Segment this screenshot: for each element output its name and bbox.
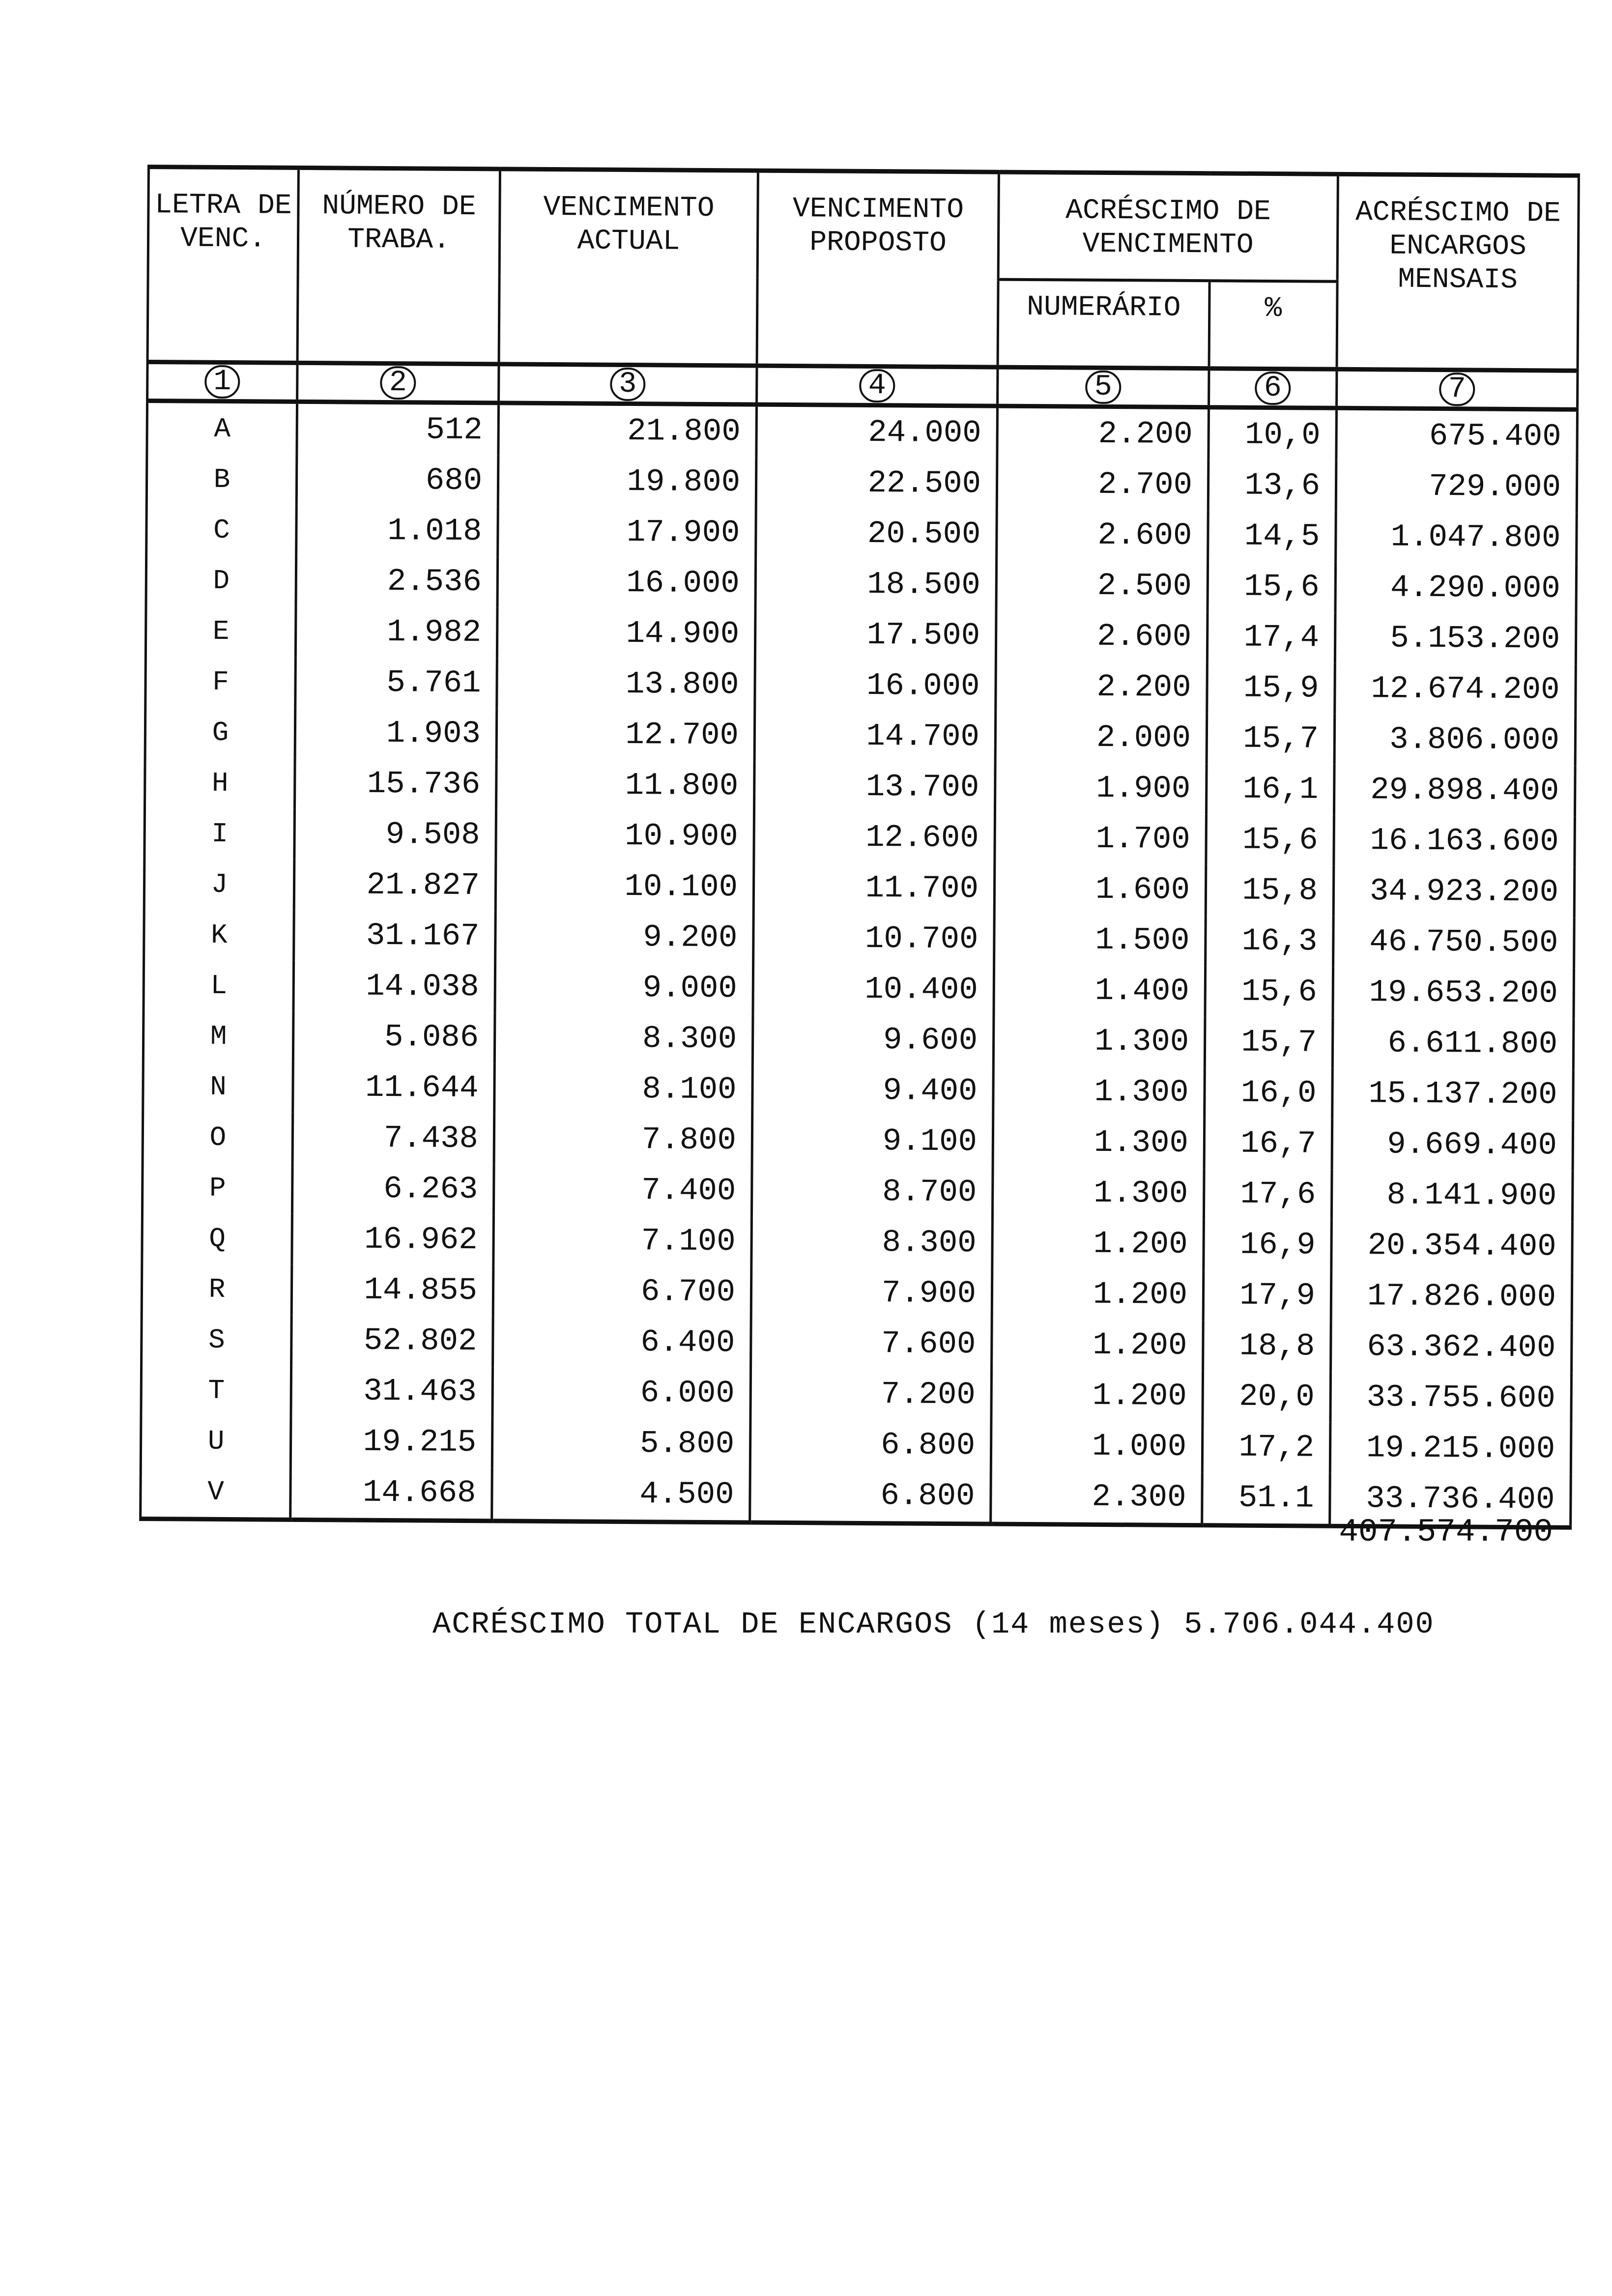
cell-increase-percent: 15,7: [1207, 713, 1335, 765]
cell-salary-current: 14.900: [497, 607, 755, 660]
cell-monthly-charges: 20.354.400: [1331, 1220, 1573, 1272]
cell-salary-current: 7.100: [493, 1215, 752, 1267]
cell-salary-proposed: 6.800: [750, 1419, 991, 1471]
cell-increase-percent: 17,2: [1202, 1422, 1330, 1473]
cell-monthly-charges: 16.163.600: [1334, 815, 1575, 867]
cell-increase-percent: 15,6: [1205, 966, 1333, 1018]
cell-monthly-charges: 33.755.600: [1330, 1372, 1572, 1424]
cell-monthly-charges: 63.362.400: [1331, 1321, 1572, 1374]
table-row: [145, 605, 1576, 665]
cell-letter: C: [146, 504, 297, 556]
cell-salary-current: 6.000: [492, 1367, 751, 1419]
table-row: [144, 808, 1575, 867]
cell-workers: 21.827: [294, 860, 496, 912]
cell-increase-percent: 51.1: [1202, 1472, 1330, 1526]
cell-letter: I: [144, 808, 295, 860]
cell-increase-amount: 1.200: [992, 1320, 1204, 1372]
column-number-label: 7: [1439, 373, 1475, 406]
cell-letter: V: [141, 1466, 291, 1520]
cell-increase-amount: 1.200: [991, 1370, 1203, 1422]
cell-salary-proposed: 20.500: [756, 508, 997, 560]
footer-total-line: [432, 1607, 1435, 1642]
cell-increase-amount: 2.600: [997, 510, 1209, 562]
table-row: [143, 1061, 1574, 1120]
cell-monthly-charges: 3.806.000: [1334, 714, 1576, 766]
cell-letter: L: [144, 960, 294, 1011]
cell-monthly-charges: 9.669.400: [1332, 1119, 1573, 1171]
cell-salary-current: 8.100: [494, 1063, 753, 1115]
header-encargos: ACRÉSCIMO DE ENCARGOS MENSAIS: [1337, 174, 1579, 371]
cell-workers: 5.086: [293, 1011, 495, 1063]
salary-table: [139, 165, 1580, 1530]
cell-salary-proposed: 9.400: [752, 1065, 994, 1117]
cell-monthly-charges: 33.736.400: [1330, 1473, 1571, 1527]
cell-workers: 14.038: [293, 961, 495, 1013]
cell-increase-percent: 15,7: [1205, 1017, 1333, 1068]
header-actual: VENCIMENTO ACTUAL: [499, 169, 758, 366]
cell-increase-amount: 2.200: [997, 406, 1209, 460]
cell-salary-current: 12.700: [496, 709, 755, 761]
cell-letter: Q: [142, 1213, 292, 1264]
cell-increase-amount: 2.600: [996, 611, 1208, 663]
cell-workers: 31.463: [291, 1366, 493, 1418]
cell-letter: O: [143, 1112, 293, 1163]
cell-letter: B: [146, 454, 297, 505]
cell-letter: M: [143, 1010, 293, 1062]
cell-monthly-charges: 5.153.200: [1335, 613, 1576, 665]
column-number: [499, 364, 757, 404]
cell-workers: 512: [297, 402, 499, 456]
header-acrescimo-vencimento: ACRÉSCIMO DE VENCIMENTO: [998, 172, 1338, 282]
column-number: [1337, 369, 1578, 409]
cell-workers: 11.644: [293, 1062, 495, 1114]
cell-workers: 1.018: [296, 505, 498, 557]
cell-workers: 7.438: [292, 1113, 494, 1165]
cell-salary-proposed: 14.700: [754, 711, 996, 763]
cell-salary-proposed: 9.100: [752, 1116, 993, 1168]
table-row: [143, 1112, 1573, 1171]
cell-salary-proposed: 10.400: [753, 964, 994, 1016]
cell-salary-current: 11.800: [496, 759, 754, 811]
cell-salary-current: 17.900: [498, 506, 756, 558]
cell-salary-proposed: 7.200: [750, 1369, 992, 1421]
cell-salary-current: 7.800: [494, 1114, 752, 1166]
cell-increase-percent: 18,8: [1203, 1320, 1331, 1372]
column-number: [1209, 369, 1337, 408]
cell-increase-amount: 1.000: [991, 1421, 1203, 1473]
header-numero: NÚMERO DE TRABA.: [297, 168, 500, 364]
cell-salary-proposed: 8.300: [751, 1217, 993, 1269]
cell-letter: J: [144, 859, 294, 910]
cell-monthly-charges: 8.141.900: [1331, 1170, 1573, 1222]
cell-increase-amount: 1.300: [992, 1168, 1204, 1220]
cell-workers: 19.215: [290, 1416, 492, 1468]
cell-workers: 14.668: [290, 1467, 492, 1521]
cell-salary-proposed: 22.500: [756, 458, 997, 510]
cell-salary-proposed: 7.900: [751, 1267, 992, 1320]
cell-monthly-charges: 1.047.800: [1336, 512, 1577, 564]
header-numerario: NUMERÁRIO: [998, 280, 1209, 369]
cell-increase-amount: 1.300: [993, 1117, 1205, 1169]
cell-salary-proposed: 10.700: [753, 913, 995, 965]
cell-workers: 6.263: [292, 1163, 494, 1215]
cell-letter: D: [146, 555, 296, 606]
cell-letter: F: [145, 656, 296, 708]
column-number: [297, 363, 499, 403]
cell-workers: 1.903: [295, 708, 497, 760]
cell-workers: 1.982: [295, 606, 497, 659]
table-row: [146, 555, 1577, 614]
cell-monthly-charges: 12.674.200: [1335, 663, 1576, 716]
cell-workers: 9.508: [294, 809, 496, 861]
cell-workers: 5.761: [295, 657, 497, 709]
table-row: [146, 454, 1577, 513]
column-number-label: 4: [860, 369, 895, 402]
cell-salary-current: 10.100: [495, 861, 754, 913]
cell-increase-percent: 16,0: [1205, 1067, 1333, 1119]
cell-increase-percent: 20,0: [1203, 1371, 1331, 1423]
table-row: [142, 1213, 1573, 1272]
cell-salary-current: 4.500: [492, 1468, 750, 1522]
header-percent: %: [1209, 281, 1337, 369]
column-number: [998, 367, 1209, 407]
cell-salary-proposed: 16.000: [755, 660, 996, 712]
cell-monthly-charges: 6.611.800: [1332, 1018, 1574, 1070]
cell-increase-percent: 10,0: [1209, 407, 1337, 461]
cell-increase-percent: 17,6: [1204, 1169, 1332, 1220]
cell-monthly-charges: 17.826.000: [1331, 1271, 1572, 1323]
cell-increase-amount: 1.400: [994, 965, 1206, 1017]
cell-increase-percent: 17,4: [1207, 612, 1335, 663]
cell-increase-percent: 15,6: [1206, 814, 1334, 866]
cell-letter: P: [142, 1162, 292, 1214]
column-number-label: 5: [1086, 371, 1121, 404]
cell-increase-percent: 15,9: [1207, 662, 1335, 714]
cell-increase-amount: 1.600: [994, 864, 1206, 916]
cell-increase-amount: 2.500: [996, 560, 1208, 612]
cell-monthly-charges: 46.750.500: [1333, 917, 1575, 969]
cell-increase-percent: 13,6: [1208, 460, 1336, 512]
cell-increase-amount: 2.300: [991, 1471, 1203, 1525]
cell-increase-amount: 1.300: [993, 1016, 1205, 1068]
cell-salary-current: 21.800: [498, 403, 757, 458]
cell-salary-current: 8.300: [494, 1012, 753, 1064]
table-row: [145, 757, 1576, 817]
header-proposto: VENCIMENTO PROPOSTO: [757, 171, 999, 367]
cell-workers: 680: [296, 455, 498, 507]
cell-increase-amount: 1.700: [995, 813, 1207, 865]
cell-salary-proposed: 7.600: [751, 1318, 992, 1370]
cell-salary-current: 10.900: [496, 810, 754, 862]
table-row: [144, 859, 1575, 918]
cell-increase-percent: 17,9: [1203, 1270, 1331, 1321]
cell-workers: 31.167: [294, 910, 496, 962]
cell-increase-amount: 1.200: [992, 1269, 1204, 1321]
cell-salary-current: 13.800: [497, 658, 755, 710]
cell-monthly-charges: 15.137.200: [1332, 1068, 1574, 1120]
cell-increase-percent: 16,9: [1204, 1219, 1332, 1271]
cell-increase-amount: 2.200: [996, 661, 1208, 714]
cell-salary-current: 16.000: [497, 557, 756, 609]
footer-value: 5.706.044.400: [1184, 1607, 1435, 1642]
cell-monthly-charges: 19.653.200: [1333, 967, 1574, 1019]
cell-letter: G: [145, 707, 295, 758]
header-letra: LETRA DE VENC.: [147, 167, 298, 363]
cell-letter: H: [145, 757, 295, 809]
cell-salary-proposed: 6.800: [750, 1470, 991, 1524]
cell-salary-current: 7.400: [493, 1164, 752, 1216]
column-number-label: 3: [610, 368, 645, 401]
cell-increase-percent: 16,1: [1206, 764, 1334, 815]
table-row: [144, 909, 1575, 969]
cell-workers: 15.736: [294, 758, 496, 810]
cell-letter: U: [141, 1415, 291, 1467]
cell-increase-percent: 14,5: [1208, 511, 1336, 562]
cell-letter: E: [145, 605, 296, 657]
table-row: [141, 1365, 1572, 1424]
cell-letter: S: [142, 1314, 292, 1366]
table-row: [142, 1162, 1573, 1222]
cell-letter: R: [142, 1263, 292, 1315]
column-number: [147, 362, 297, 402]
cell-increase-percent: 15,6: [1208, 561, 1336, 613]
cell-increase-percent: 16,7: [1204, 1118, 1332, 1170]
cell-salary-proposed: 12.600: [754, 812, 995, 864]
column-number-label: 2: [380, 366, 416, 400]
table-row: [146, 504, 1577, 564]
cell-monthly-charges: 729.000: [1336, 461, 1577, 513]
cell-salary-current: 6.400: [493, 1316, 751, 1368]
table-row: [145, 656, 1576, 716]
cell-salary-proposed: 11.700: [753, 862, 995, 915]
cell-salary-current: 9.000: [495, 962, 753, 1014]
cell-increase-amount: 2.700: [997, 459, 1209, 511]
column-number-label: 6: [1255, 372, 1291, 405]
cell-salary-current: 5.800: [492, 1417, 750, 1469]
cell-salary-proposed: 24.000: [756, 404, 998, 459]
table-row: [145, 707, 1576, 766]
table-row: [147, 401, 1578, 462]
cell-monthly-charges: 34.923.200: [1333, 866, 1575, 918]
cell-letter: A: [147, 401, 297, 455]
cell-salary-proposed: 9.600: [752, 1014, 994, 1066]
cell-increase-amount: 1.200: [992, 1218, 1204, 1270]
cell-workers: 14.855: [291, 1264, 493, 1317]
cell-increase-percent: 15,8: [1206, 865, 1334, 917]
table-row: [143, 1010, 1574, 1070]
cell-letter: N: [143, 1061, 293, 1113]
table-row: [144, 960, 1574, 1019]
cell-salary-proposed: 17.500: [755, 609, 996, 661]
column-number: [757, 366, 998, 406]
table-row: [142, 1263, 1572, 1323]
cell-increase-amount: 1.900: [995, 763, 1207, 815]
table-row: [142, 1314, 1572, 1374]
cell-letter: K: [144, 909, 294, 961]
table-row: [141, 1415, 1571, 1475]
cell-increase-percent: 16,3: [1206, 916, 1334, 967]
monthly-total: 407.574.700: [1339, 1514, 1553, 1550]
cell-workers: 16.962: [292, 1214, 494, 1266]
cell-salary-current: 6.700: [493, 1265, 751, 1318]
cell-increase-amount: 1.500: [994, 915, 1206, 967]
cell-salary-proposed: 18.500: [755, 559, 997, 611]
cell-monthly-charges: 675.400: [1336, 408, 1578, 462]
footer-label: ACRÉSCIMO TOTAL DE ENCARGOS (14 meses): [432, 1607, 1165, 1642]
cell-salary-current: 9.200: [495, 911, 754, 963]
cell-monthly-charges: 29.898.400: [1334, 765, 1575, 817]
cell-salary-proposed: 13.700: [754, 761, 995, 813]
cell-workers: 52.802: [291, 1315, 493, 1367]
cell-monthly-charges: 4.290.000: [1335, 562, 1577, 614]
cell-letter: T: [141, 1365, 291, 1416]
cell-workers: 2.536: [296, 556, 498, 608]
cell-salary-proposed: 8.700: [751, 1166, 993, 1218]
cell-monthly-charges: 19.215.000: [1330, 1423, 1571, 1475]
cell-increase-amount: 1.300: [993, 1066, 1205, 1119]
cell-salary-current: 19.800: [498, 456, 756, 508]
column-number-label: 1: [204, 365, 240, 399]
cell-increase-amount: 2.000: [995, 712, 1207, 764]
